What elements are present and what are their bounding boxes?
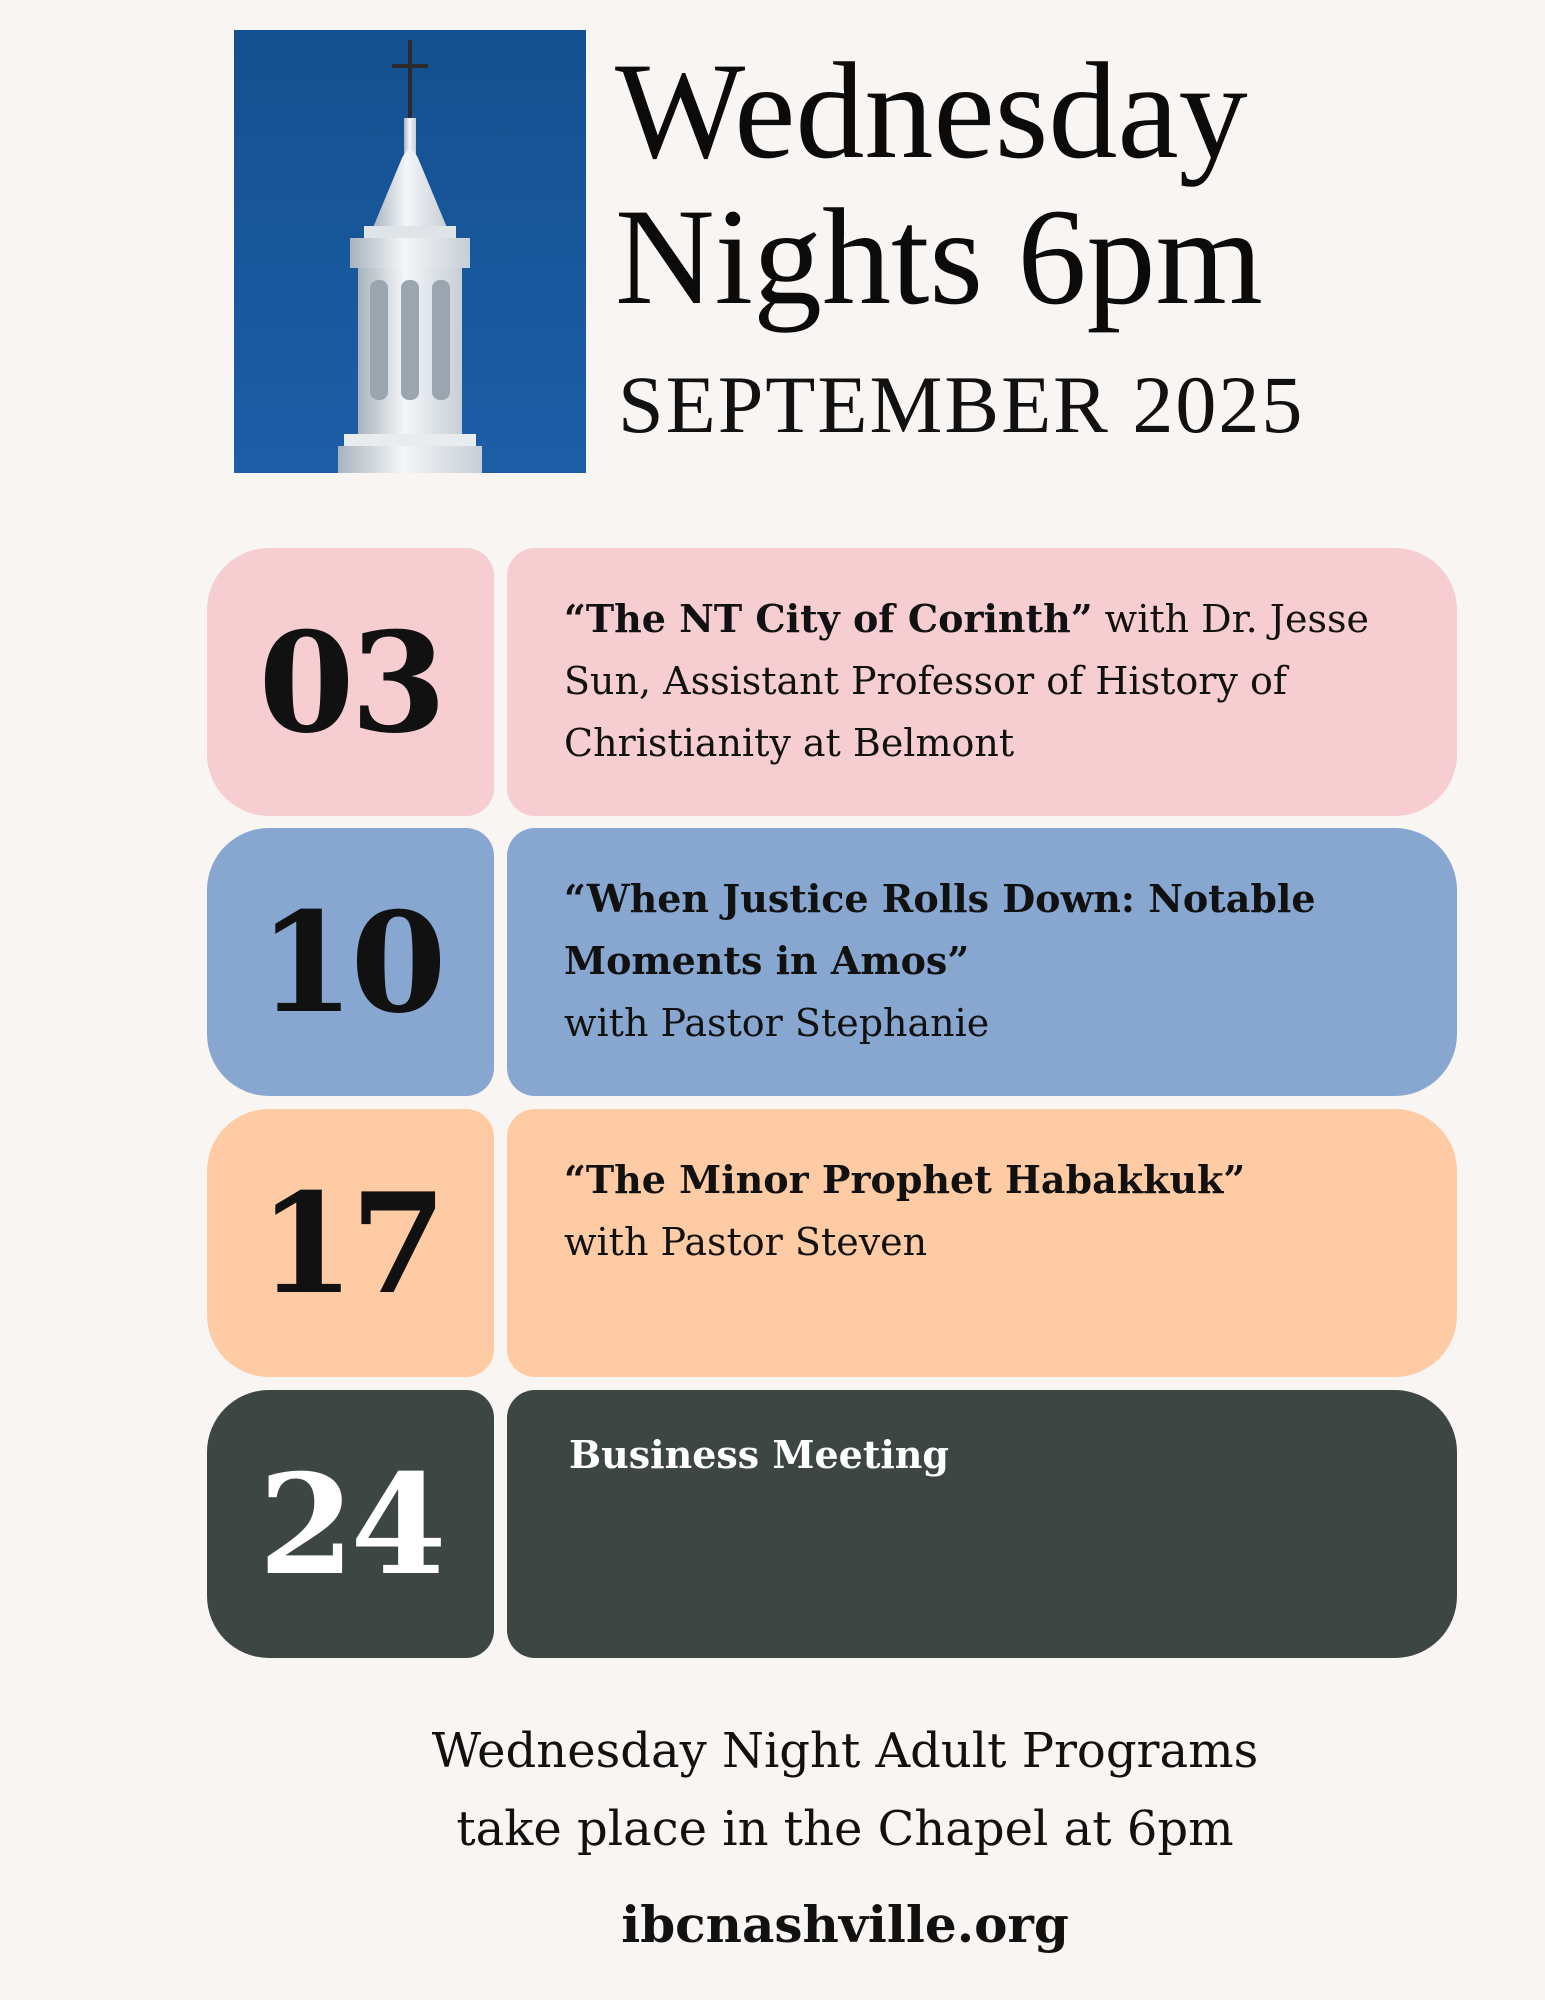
event-date: 10 <box>207 828 494 1096</box>
event-talk-title: “The Minor Prophet Habakkuk” <box>564 1157 1246 1202</box>
event-details: with Dr. Jesse Sun, Assistant Professor of History of Christianity at Belmont <box>564 597 1370 765</box>
event-details: with Pastor Steven <box>564 1220 928 1264</box>
event-details: Business Meeting <box>569 1432 949 1477</box>
event-talk-title: “When Justice Rolls Down: Notable Moments in Amos” <box>564 876 1316 983</box>
event-date: 03 <box>207 548 494 816</box>
footer-note <box>0 1712 1545 1868</box>
event-date: 24 <box>207 1390 494 1658</box>
event-talk-title: “The NT City of Corinth” <box>564 596 1093 641</box>
church-steeple-photo <box>234 30 586 473</box>
website-link[interactable]: ibcnashville.org <box>621 1895 1069 1954</box>
footer-line-2: take place in the Chapel at 6pm <box>456 1801 1234 1857</box>
title-line-2: Nights 6pm <box>615 180 1263 333</box>
event-description <box>507 828 1457 1096</box>
event-description <box>507 548 1457 816</box>
title-line-1: Wednesday <box>615 34 1248 187</box>
event-description <box>507 1390 1457 1658</box>
event-details: with Pastor Stephanie <box>564 1001 990 1045</box>
event-row-4 <box>207 1390 1457 1658</box>
footer-line-1: Wednesday Night Adult Programs <box>431 1723 1259 1779</box>
event-date: 17 <box>207 1109 494 1377</box>
event-row-2 <box>207 828 1457 1096</box>
event-row-1 <box>207 548 1457 816</box>
event-row-3 <box>207 1109 1457 1377</box>
event-description <box>507 1109 1457 1377</box>
month-subtitle: SEPTEMBER 2025 <box>618 359 1305 450</box>
page-title <box>615 34 1515 333</box>
